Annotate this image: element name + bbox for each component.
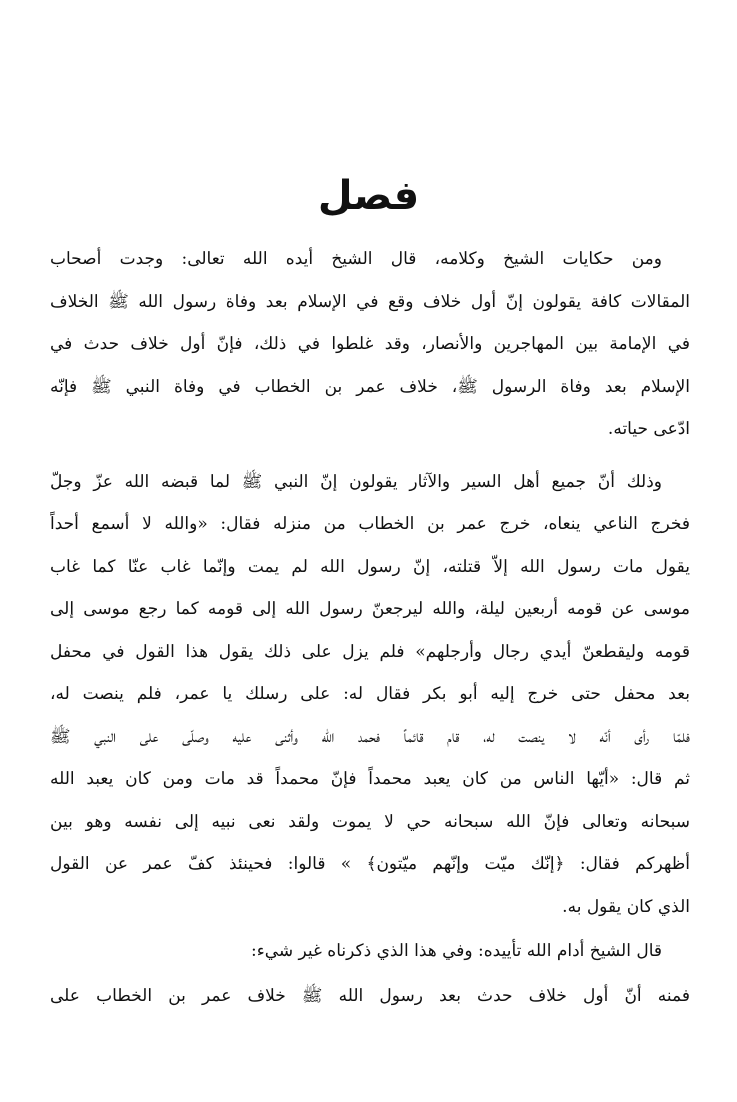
paragraph-4: [50, 975, 690, 1018]
section-heading: فصل: [317, 173, 420, 219]
text-line: ثم قال: «أيّها الناس من كان يعبد محمداً فإنّ محمداً قد مات ومن كان يعبد الله: [50, 769, 690, 789]
text-line: ومن حكايات الشيخ وكلامه، قال الشيخ أيده الله تعالى: وجدت أصحاب: [50, 249, 662, 269]
text-line: الإسلام بعد وفاة الرسول ﷺ، خلاف عمر بن الخطاب في وفاة النبي ﷺ فإنّه: [50, 376, 690, 397]
text-line: أظهركم فقال: ﴿إنّك ميّت وإنّهم ميّتون﴾ » قالوا: فحينئذ كفّ عمر عن القول: [50, 854, 690, 874]
text-line: فمنه أنّ أول خلاف حدث بعد رسول الله ﷺ خلاف عمر بن الخطاب على: [50, 985, 690, 1006]
text-line: الذي كان يقول به.: [562, 896, 690, 917]
paragraph-3: [50, 930, 690, 973]
text-line: موسى عن قومه أربعين ليلة، والله ليرجعنّ رسول الله إلى قومه كما رجع موسى إلى: [50, 599, 690, 619]
text-line: فخرج الناعي ينعاه، خرج عمر بن الخطاب من منزله فقال: «والله لا أسمع أحداً: [50, 514, 690, 534]
text-line: فلمّا رأى أنّه لا ينصت له، قام قائماً فحمد الله وأثنى عليه وصلّى على النبي ﷺ: [50, 726, 690, 747]
text-line: قال الشيخ أدام الله تأييده: وفي هذا الذي ذكرناه غير شيء:: [250, 941, 662, 961]
paragraph-2: [50, 461, 690, 929]
text-line: وذلك أنّ جميع أهل السير والآثار يقولون إنّ النبي ﷺ لما قبضه الله عزّ وجلّ: [50, 471, 662, 492]
text-line: قومه وليقطعنّ أيدي رجال وأرجلهم» فلم يزل على ذلك يقول هذا القول في محفل: [50, 641, 690, 662]
text-line: سبحانه وتعالى فإنّ الله سبحانه حي لا يموت ولقد نعى نبيه إلى نفسه وهو بين: [50, 811, 690, 832]
text-line: في الإمامة بين المهاجرين والأنصار، وقد غلطوا في ذلك، فإنّ أول خلاف حدث في: [50, 334, 690, 354]
paragraph-1: [50, 238, 690, 451]
text-line: يقول مات رسول الله إلاّ قتلته، إنّ رسول الله لم يمت وإنّما غاب عنّا كما غاب: [50, 556, 690, 577]
text-line: بعد محفل حتى خرج إليه أبو بكر فقال له: على رسلك يا عمر، فلم ينصت له،: [50, 684, 690, 704]
text-line: المقالات كافة يقولون إنّ أول خلاف وقع في الإسلام بعد وفاة رسول الله ﷺ الخلاف: [50, 291, 690, 312]
text-line: ادّعى حياته.: [607, 419, 690, 439]
body-text: [50, 238, 690, 1017]
